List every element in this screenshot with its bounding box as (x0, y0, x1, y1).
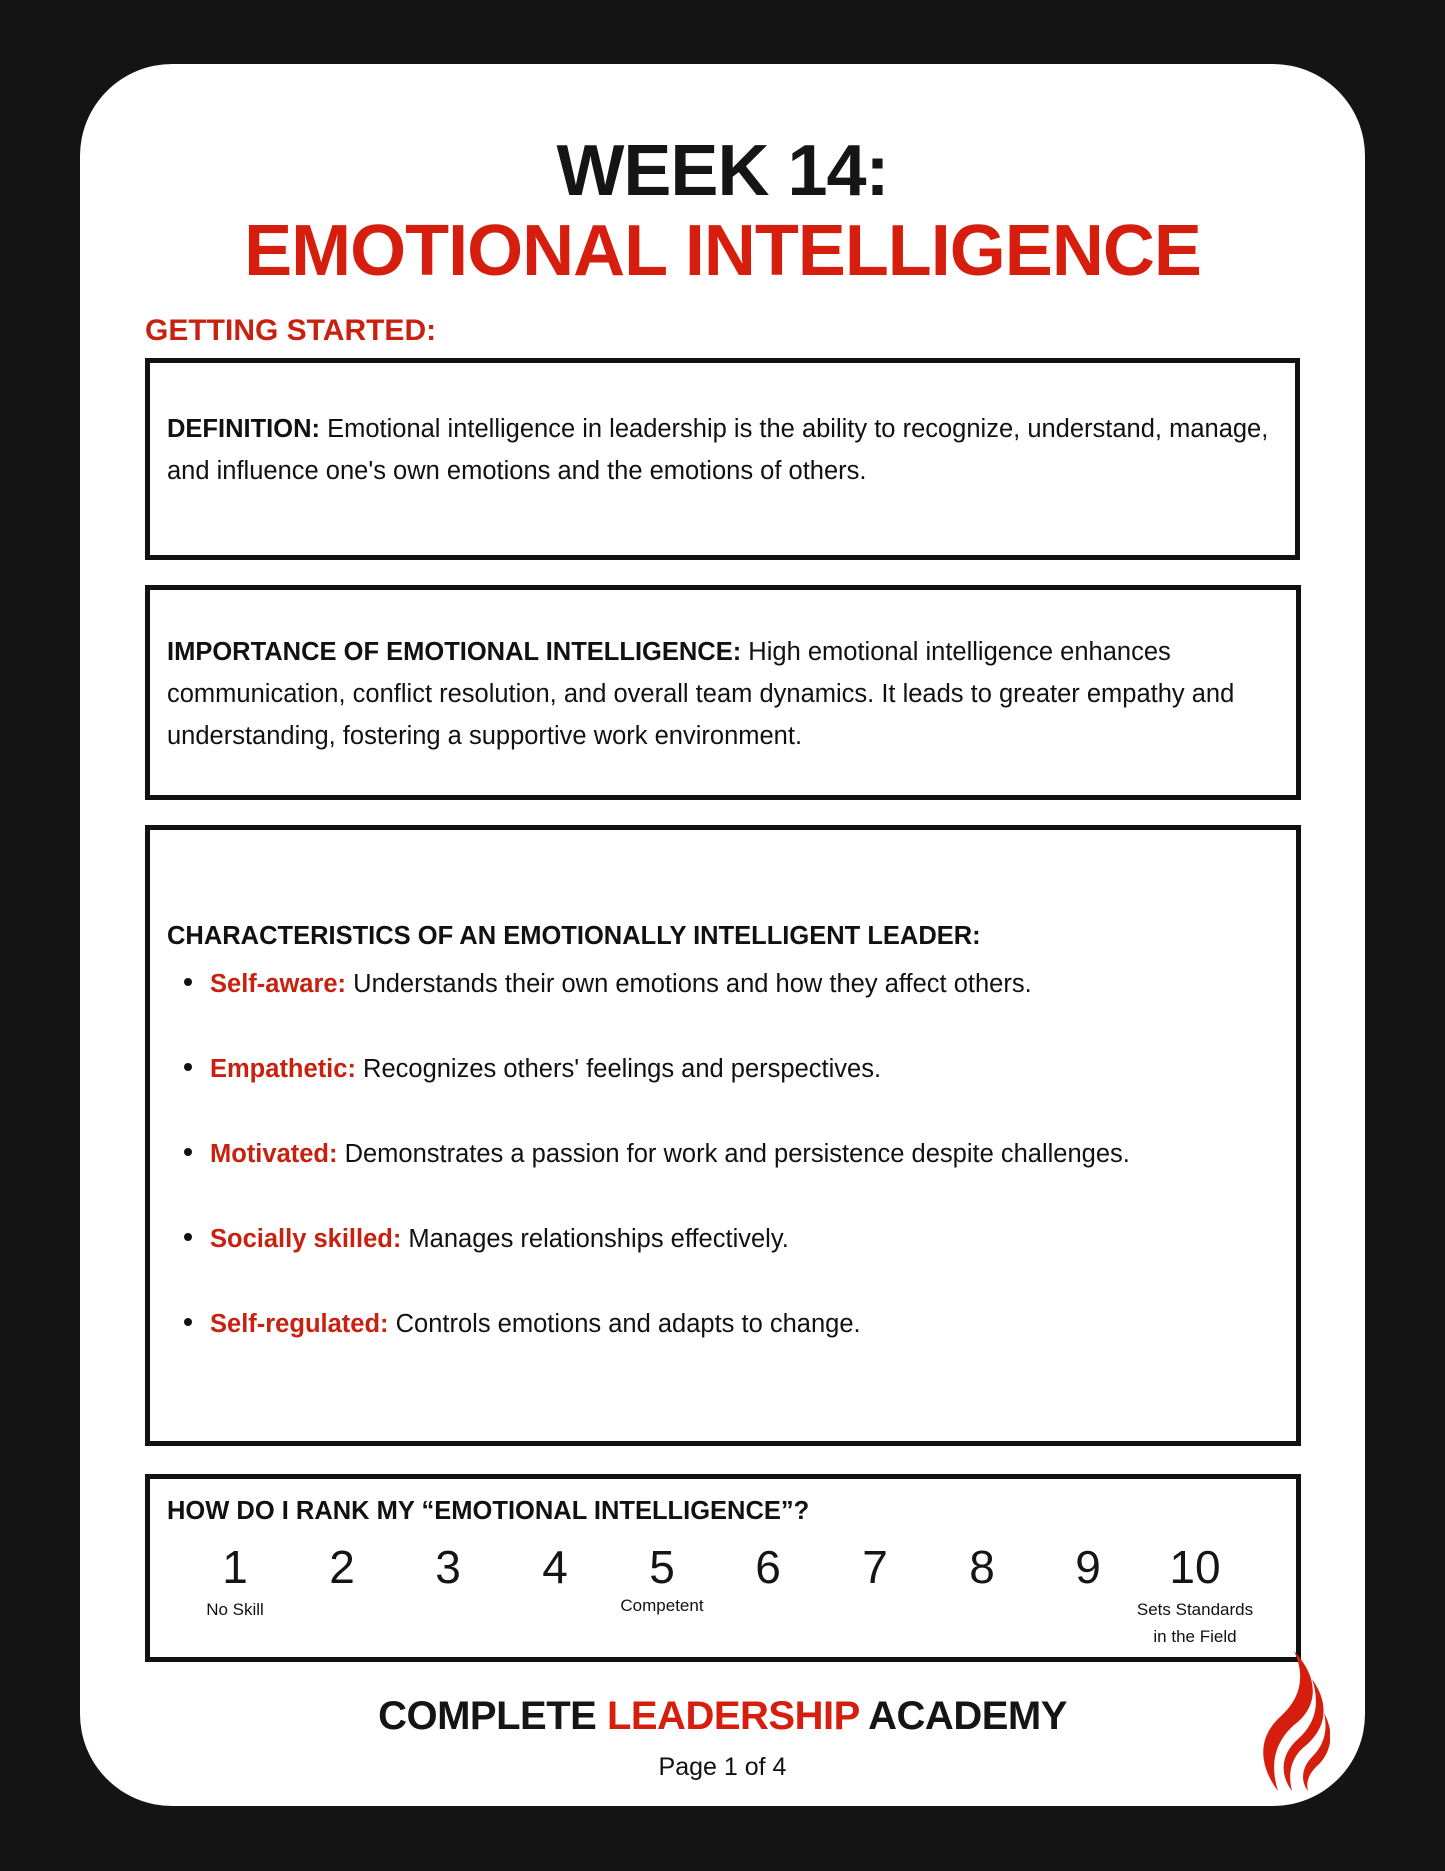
item-term: Socially skilled: (210, 1225, 402, 1253)
list-item (184, 970, 1032, 999)
scale-high-label-line2: in the Field (1153, 1627, 1237, 1646)
item-term: Self-regulated: (210, 1310, 389, 1338)
item-term: Empathetic: (210, 1055, 356, 1083)
rank-option-6[interactable]: 6 (755, 1541, 781, 1593)
list-item (184, 1225, 789, 1254)
bullet-icon (184, 1233, 192, 1241)
characteristics-title: CHARACTERISTICS OF AN EMOTIONALLY INTELLIGENT LEADER: (167, 922, 981, 950)
scale-high-label (1115, 1596, 1275, 1650)
definition-label: DEFINITION: (167, 415, 320, 443)
definition-paragraph (167, 408, 1277, 492)
list-item (184, 1310, 861, 1339)
rank-option-2[interactable]: 2 (329, 1541, 355, 1593)
importance-label: IMPORTANCE OF EMOTIONAL INTELLIGENCE: (167, 638, 742, 666)
page-number: Page 1 of 4 (658, 1753, 787, 1781)
rank-option-9[interactable]: 9 (1075, 1541, 1101, 1593)
scale-mid-label: Competent (620, 1596, 704, 1615)
flame-logo-icon (1260, 1651, 1330, 1791)
item-text: Manages relationships effectively. (401, 1225, 789, 1253)
rank-option-3[interactable]: 3 (435, 1541, 461, 1593)
rank-option-1[interactable]: 1 (222, 1541, 248, 1593)
importance-paragraph (167, 631, 1278, 757)
bullet-icon (184, 978, 192, 986)
list-item (184, 1055, 881, 1084)
scale-high-label-line1: Sets Standards (1136, 1600, 1254, 1619)
academy-name (80, 1694, 1365, 1739)
academy-name-part2: LEADERSHIP (606, 1694, 860, 1738)
bullet-icon (184, 1063, 192, 1071)
bullet-icon (184, 1148, 192, 1156)
scale-low-label: No Skill (206, 1600, 264, 1619)
item-text: Demonstrates a passion for work and persistence despite challenges. (337, 1140, 1130, 1168)
topic-title: EMOTIONAL INTELLIGENCE (244, 211, 1201, 291)
getting-started-heading: GETTING STARTED: (145, 314, 437, 347)
item-term: Motivated: (210, 1140, 338, 1168)
definition-box (145, 358, 1300, 560)
item-text: Recognizes others' feelings and perspectives. (355, 1055, 882, 1083)
item-text: Understands their own emotions and how they affect others. (346, 970, 1032, 998)
academy-name-part3: ACADEMY (859, 1694, 1067, 1738)
academy-name-part1: COMPLETE (378, 1694, 607, 1738)
list-item (184, 1140, 1130, 1169)
definition-text: Emotional intelligence in leadership is the ability to recognize, understand, manage, and influence one's own emotions and the emotions of others. (167, 415, 1269, 485)
ranking-question: HOW DO I RANK MY “EMOTIONAL INTELLIGENCE”? (167, 1497, 810, 1525)
ranking-box (145, 1474, 1301, 1662)
rank-option-5[interactable]: 5 (649, 1541, 675, 1593)
rank-option-10[interactable]: 10 (1169, 1541, 1221, 1593)
item-text: Controls emotions and adapts to change. (388, 1310, 861, 1338)
rank-option-8[interactable]: 8 (969, 1541, 995, 1593)
rank-option-4[interactable]: 4 (542, 1541, 568, 1593)
importance-box (145, 585, 1301, 800)
rank-option-7[interactable]: 7 (862, 1541, 888, 1593)
characteristics-box (145, 825, 1301, 1446)
worksheet-page (80, 64, 1365, 1806)
item-term: Self-aware: (210, 970, 347, 998)
importance-text: High emotional intelligence enhances communication, conflict resolution, and overall team dynamics. It leads to greater empathy and understanding, fostering a supportive work environment. (167, 638, 1235, 750)
bullet-icon (184, 1318, 192, 1326)
week-title: WEEK 14: (556, 131, 889, 211)
